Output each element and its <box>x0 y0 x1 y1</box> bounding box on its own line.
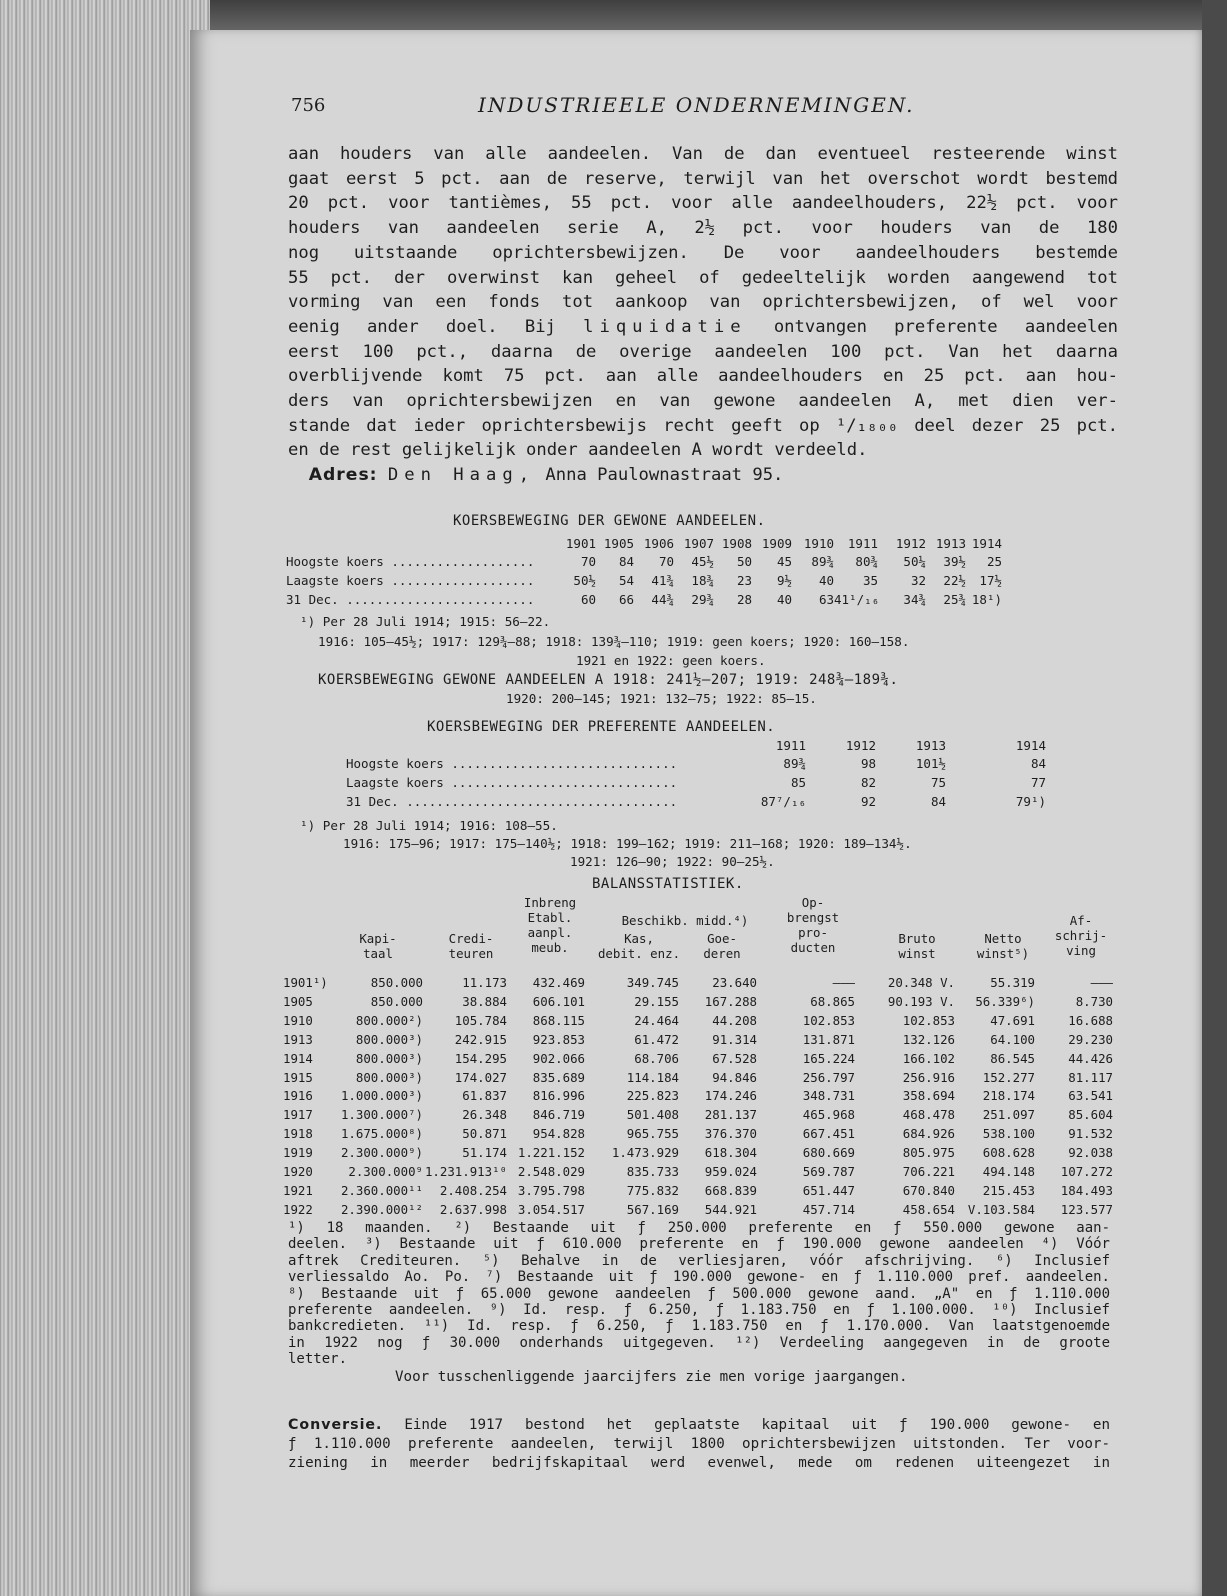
table-cell: 34¾ <box>903 592 926 607</box>
table-cell: 44¾ <box>651 592 674 607</box>
table-cell: 84 <box>930 794 946 809</box>
table-cell: 218.174 <box>982 1088 1035 1104</box>
table-cell: 123.577 <box>1060 1201 1113 1217</box>
table-cell: 89¾ <box>811 554 834 569</box>
table-cell: 1901¹) <box>283 975 328 990</box>
col-head-text: schrij- <box>1054 928 1108 943</box>
col-head-crediteuren <box>431 931 511 961</box>
year-header: 1905 <box>603 536 634 551</box>
table-cell: 1922 <box>283 1201 313 1217</box>
col-head-goederen <box>687 931 757 961</box>
text-line: nog uitstaande oprichtersbewijzen. De voor aandeelhouders bestemde <box>288 242 1118 263</box>
conversie-label: Conversie. <box>288 1417 383 1433</box>
table-cell: 835.689 <box>532 1069 585 1085</box>
text-line: vorming van een fonds tot aankoop van oprichtersbewijzen, of wel voor <box>288 292 1118 313</box>
table-cell: 107.272 <box>1060 1164 1113 1179</box>
col-head-text: Af- <box>1069 913 1093 928</box>
table-cell: 87⁷/₁₆ <box>760 794 806 809</box>
col-head-text: Inbreng <box>523 895 577 910</box>
table-cell: 82 <box>860 775 876 790</box>
table-cell: 775.832 <box>626 1182 679 1198</box>
table-cell: 40 <box>818 573 834 588</box>
table-cell: 45½ <box>691 554 714 569</box>
table-cell: 84 <box>618 554 634 569</box>
table-cell: 1916 <box>283 1088 313 1104</box>
text-line: gaat eerst 5 pct. aan de reserve, terwijl van het overschot wordt bestemd <box>288 168 1118 189</box>
table-cell: 458.654 <box>902 1201 955 1217</box>
table-cell: 105.784 <box>454 1012 507 1028</box>
table-cell: ——— <box>832 975 855 990</box>
footnotes <box>288 1220 1110 1368</box>
table-cell: V.103.584 <box>967 1201 1035 1217</box>
footnote-line: ¹) 18 maanden. ²) Bestaande uit ƒ 250.000 preferente en ƒ 550.000 gewone aan- <box>288 1220 1110 1236</box>
table-cell: 29¾ <box>691 592 714 607</box>
table-cell: 56.339⁶) <box>975 993 1035 1009</box>
table-cell: 965.755 <box>626 1126 679 1142</box>
table-cell: 22½ <box>943 573 966 588</box>
table-cell: 66 <box>618 592 634 607</box>
table-cell: 680.669 <box>802 1145 855 1161</box>
balans-title: BALANSSTATISTIEK. <box>592 876 744 892</box>
table-cell: 569.787 <box>802 1164 855 1179</box>
col-head-bruto <box>877 931 957 961</box>
row-label: Laagste koers .............................. <box>346 775 678 790</box>
table-cell: 376.370 <box>704 1126 757 1142</box>
conversie-text: Einde 1917 bestond het geplaatste kapitaal uit ƒ 190.000 gewone- en <box>404 1417 1110 1433</box>
table-cell: 61.837 <box>462 1088 507 1104</box>
year-header: 1911 <box>775 738 806 753</box>
footnote-line: bankcredieten. ¹¹) Id. resp. ƒ 6.250, ƒ 1.183.750 en ƒ 1.170.000. Van laatstgenoemde <box>288 1318 1110 1335</box>
table-cell: 432.469 <box>532 975 585 990</box>
table-cell: 45 <box>776 554 792 569</box>
liquidatie-keyword: liquidatie <box>583 316 747 337</box>
table-cell: 24.464 <box>634 1012 679 1028</box>
col-head-text: Etabl. <box>527 910 573 925</box>
table-cell: 25¾ <box>943 592 966 607</box>
text-line: aan houders van alle aandeelen. Van de dan eventueel resteerende winst <box>288 144 1118 164</box>
table-cell: 667.451 <box>802 1126 855 1142</box>
table-cell: 50 <box>736 554 752 569</box>
table-cell: 184.493 <box>1060 1182 1113 1198</box>
table-cell: 8.730 <box>1075 993 1113 1009</box>
table-cell: 23.640 <box>712 975 757 990</box>
col-head-text: winst <box>898 946 936 961</box>
table-cell: 835.733 <box>626 1164 679 1179</box>
running-title: INDUSTRIEELE ONDERNEMINGEN. <box>478 93 915 117</box>
table-cell: 2.300.000⁹ <box>348 1164 423 1179</box>
col-head-etabl <box>515 895 585 955</box>
table-cell: 20.348 V. <box>887 975 955 990</box>
koers-gewone-note: 1916: 105—45½; 1917: 129¾—88; 1918: 139¾—110; 1919: geen koers; 1920: 160—158. <box>318 634 910 649</box>
table-cell: 64.100 <box>990 1031 1035 1047</box>
table-cell: 86.545 <box>990 1050 1035 1066</box>
text-line: houders van aandeelen serie A, 2½ pct. voor houders van de 180 <box>288 218 1118 239</box>
table-cell: 2.300.000⁹) <box>340 1145 423 1161</box>
col-head-text: pro- <box>798 925 828 940</box>
table-cell: 32 <box>910 573 926 588</box>
table-row <box>283 975 1113 993</box>
table-cell: 1.473.929 <box>611 1145 679 1161</box>
table-cell: 544.921 <box>704 1201 757 1217</box>
col-head-kas <box>589 931 689 961</box>
table-cell: 215.453 <box>982 1182 1035 1198</box>
text-line: en de rest gelijkelijk onder aandeelen A wordt verdeeld. <box>288 440 868 461</box>
year-header: 1907 <box>683 536 714 551</box>
table-cell: 800.000²) <box>355 1012 423 1028</box>
table-cell: 102.853 <box>902 1012 955 1028</box>
table-cell: 28 <box>736 592 752 607</box>
table-cell: 85.604 <box>1068 1107 1113 1123</box>
col-head-text: ducten <box>790 940 836 955</box>
table-cell: 225.823 <box>626 1088 679 1104</box>
table-cell: 606.101 <box>532 993 585 1009</box>
table-cell: 70 <box>658 554 674 569</box>
table-cell: 816.996 <box>532 1088 585 1104</box>
table-cell: 850.000 <box>370 975 423 990</box>
year-header: 1913 <box>935 536 966 551</box>
table-cell: 18¾ <box>691 573 714 588</box>
table-cell: 349.745 <box>626 975 679 990</box>
table-cell: 1.300.000⁷) <box>340 1107 423 1123</box>
address-street: Anna Paulownastraat 95. <box>545 465 784 486</box>
year-header: 1909 <box>761 536 792 551</box>
table-cell: 29.155 <box>634 993 679 1009</box>
table-cell: 281.137 <box>704 1107 757 1123</box>
koers-pref-note: ¹) Per 28 Juli 1914; 1916: 108—55. <box>300 818 558 833</box>
col-head-text: brengst <box>786 910 840 925</box>
table-cell: 684.926 <box>902 1126 955 1142</box>
table-cell: 668.839 <box>704 1182 757 1198</box>
table-cell: 167.288 <box>704 993 757 1009</box>
col-head-text: aanpl. <box>527 925 573 940</box>
table-cell: 98 <box>860 756 876 771</box>
koers-pref-note: 1921: 126—90; 1922: 90—25½. <box>570 854 775 869</box>
year-header: 1912 <box>845 738 876 753</box>
koers-gewone-note: ¹) Per 28 Juli 1914; 1915: 56—22. <box>300 614 551 629</box>
table-cell: 51.174 <box>462 1145 507 1161</box>
table-cell: 44.208 <box>712 1012 757 1028</box>
table-cell: 902.066 <box>532 1050 585 1066</box>
table-cell: 91.314 <box>712 1031 757 1047</box>
table-row <box>283 1183 1113 1201</box>
table-cell: 1915 <box>283 1069 313 1085</box>
table-cell: 101½ <box>915 756 946 771</box>
tusschen-note: Voor tusschenliggende jaarcijfers zie men vorige jaargangen. <box>395 1369 908 1385</box>
footnote-line: in 1922 nog ƒ 30.000 onderhands uitgegeven. ¹²) Verdeeling aangegeven in de groote <box>288 1334 1110 1351</box>
table-cell: 1.231.913¹⁰ <box>424 1164 507 1179</box>
table-cell: 152.277 <box>982 1069 1035 1085</box>
table-cell: 61.472 <box>634 1031 679 1047</box>
table-cell: 44.426 <box>1068 1050 1113 1066</box>
table-cell: 54 <box>618 573 634 588</box>
table-cell: 63 <box>818 592 834 607</box>
table-cell: 618.304 <box>704 1145 757 1161</box>
footnote-line: verliessaldo Ao. Po. ⁷) Bestaande uit ƒ 190.000 gewone- en ƒ 1.110.000 pref. aandeelen. <box>288 1269 1110 1286</box>
table-cell: 2.548.029 <box>517 1164 585 1179</box>
col-head-netto <box>963 931 1043 961</box>
year-header: 1911 <box>847 536 878 551</box>
table-cell: 2.408.254 <box>439 1182 507 1198</box>
footnote-line: aftrek Crediteuren. ⁵) Behalve in de verliesjaren, vóór afschrijving. ⁶) Inclusief <box>288 1252 1110 1269</box>
koers-gewone-table <box>286 536 1116 616</box>
koers-pref-title: KOERSBEWEGING DER PREFERENTE AANDEELEN. <box>427 719 776 735</box>
year-header: 1901 <box>565 536 596 551</box>
col-head-text: Goe- <box>707 931 737 946</box>
table-cell: 91.532 <box>1068 1126 1113 1142</box>
col-head-opbrengst <box>773 895 853 955</box>
row-label: Hoogste koers ................... <box>286 554 535 569</box>
year-header: 1910 <box>803 536 834 551</box>
table-cell: 29.230 <box>1068 1031 1113 1047</box>
table-cell: 26.348 <box>462 1107 507 1123</box>
table-row <box>283 1107 1113 1125</box>
table-cell: 11.173 <box>462 975 507 990</box>
footnote-line: preferente aandeelen. ⁹) Id. resp. ƒ 6.250, ƒ 1.183.750 en ƒ 1.100.000. ¹⁰) Inclusief <box>288 1302 1110 1319</box>
table-cell: 251.097 <box>982 1107 1035 1123</box>
col-head-text: Credi- <box>448 931 494 946</box>
table-cell: 17½ <box>979 573 1002 588</box>
table-cell: 41¹/₁₆ <box>834 592 880 607</box>
col-head-text: winst⁵) <box>976 946 1030 961</box>
table-cell: 242.915 <box>454 1031 507 1047</box>
table-cell: 1918 <box>283 1126 313 1142</box>
text-line: 20 pct. voor tantièmes, 55 pct. voor alle aandeelhouders, 22½ pct. voor <box>288 193 1118 214</box>
address-label: Adres: <box>308 465 378 486</box>
table-row <box>283 1070 1113 1088</box>
table-row <box>283 1013 1113 1031</box>
table-cell: 68.865 <box>810 993 855 1009</box>
intro-paragraph <box>288 142 1118 488</box>
col-head-text: Netto <box>984 931 1022 946</box>
text-line: overblijvende komt 75 pct. aan alle aandeelhouders en 25 pct. aan hou- <box>288 366 1118 387</box>
table-cell: 131.871 <box>802 1031 855 1047</box>
table-cell: 60 <box>580 592 596 607</box>
koers-gewone-title: KOERSBEWEGING DER GEWONE AANDEELEN. <box>453 513 766 529</box>
table-cell: 800.000³) <box>355 1069 423 1085</box>
table-cell: 25 <box>986 554 1002 569</box>
table-cell: 3.054.517 <box>517 1201 585 1217</box>
table-cell: 154.295 <box>454 1050 507 1066</box>
table-cell: 75 <box>930 775 946 790</box>
text-line: ƒ 1.110.000 preferente aandeelen, terwijl 1800 oprichtersbewijzen uitstonden. Ter voor- <box>288 1436 1110 1452</box>
table-cell: 805.975 <box>902 1145 955 1161</box>
table-row <box>283 1202 1113 1220</box>
table-cell: 174.027 <box>454 1069 507 1085</box>
table-cell: 501.408 <box>626 1107 679 1123</box>
col-head-text: Op- <box>801 895 825 910</box>
table-cell: 1.221.152 <box>517 1145 585 1161</box>
col-head-text: deren <box>703 946 741 961</box>
table-cell: 94.846 <box>712 1069 757 1085</box>
table-cell: 114.184 <box>626 1069 679 1085</box>
table-cell: 80¾ <box>855 554 878 569</box>
table-row <box>283 1145 1113 1163</box>
table-cell: 40 <box>776 592 792 607</box>
row-label: 31 Dec. .................................... <box>346 794 678 809</box>
liquidatie-before: eenig ander doel. Bij <box>288 316 556 337</box>
table-cell: 38.884 <box>462 993 507 1009</box>
row-label: Hoogste koers .............................. <box>346 756 678 771</box>
table-cell: 959.024 <box>704 1164 757 1179</box>
col-head-beschikb: Beschikb. midd.⁴) <box>621 913 749 928</box>
table-cell: 166.102 <box>902 1050 955 1066</box>
table-cell: 651.447 <box>802 1182 855 1198</box>
year-header: 1912 <box>895 536 926 551</box>
row-label: Laagste koers ................... <box>286 573 535 588</box>
koers-pref-table <box>286 738 1116 818</box>
table-cell: 706.221 <box>902 1164 955 1179</box>
table-cell: 9½ <box>776 573 792 588</box>
scan-right-edge <box>1202 0 1227 1596</box>
col-head-kapitaal <box>343 931 413 961</box>
table-cell: 608.628 <box>982 1145 1035 1161</box>
liquidatie-after: ontvangen preferente aandeelen <box>773 316 1118 337</box>
table-cell: 846.719 <box>532 1107 585 1123</box>
col-head-text: Kas, <box>624 931 654 946</box>
table-cell: 68.706 <box>634 1050 679 1066</box>
footnote-line: deelen. ³) Bestaande uit ƒ 610.000 preferente en ƒ 190.000 gewone aandeelen ⁴) Vóór <box>288 1236 1110 1253</box>
table-cell: 23 <box>736 573 752 588</box>
table-cell: 47.691 <box>990 1012 1035 1028</box>
table-cell: 18¹) <box>971 592 1002 607</box>
year-header: 1908 <box>721 536 752 551</box>
table-row <box>283 994 1113 1012</box>
table-cell: 85 <box>790 775 806 790</box>
table-cell: 132.126 <box>902 1031 955 1047</box>
table-cell: 84 <box>1030 756 1046 771</box>
table-cell: 1.675.000⁸) <box>340 1126 423 1142</box>
table-cell: 89¾ <box>783 756 806 771</box>
table-cell: 81.117 <box>1068 1069 1113 1085</box>
table-cell: 2.637.998 <box>439 1201 507 1217</box>
table-cell: 1920 <box>283 1164 313 1179</box>
table-cell: 90.193 V. <box>887 993 955 1009</box>
table-row <box>283 1088 1113 1106</box>
table-cell: 39½ <box>943 554 966 569</box>
table-cell: 494.148 <box>982 1164 1035 1179</box>
table-cell: 55.319 <box>990 975 1035 990</box>
text-line: ders van oprichtersbewijzen en van gewone aandeelen A, met dien ver- <box>288 391 1118 412</box>
koers-gewone-a-note: 1920: 200—145; 1921: 132—75; 1922: 85—15. <box>506 691 817 706</box>
table-cell: 102.853 <box>802 1012 855 1028</box>
table-cell: 1919 <box>283 1145 313 1161</box>
table-cell: 1917 <box>283 1107 313 1123</box>
koers-gewone-a-title: KOERSBEWEGING GEWONE AANDEELEN A 1918: 241½—207; 1919: 248¾—189¾. <box>318 672 899 688</box>
footnote-line: ⁸) Bestaande uit ƒ 65.000 gewone aandeelen ƒ 500.000 gewone aand. „A" en ƒ 1.110.000 <box>288 1285 1110 1302</box>
table-cell: 1910 <box>283 1012 313 1028</box>
conversie-paragraph <box>288 1416 1110 1473</box>
table-cell: 2.390.000¹² <box>340 1201 423 1217</box>
table-cell: 1921 <box>283 1182 313 1198</box>
text-line <box>288 1416 1110 1435</box>
table-cell: 800.000³) <box>355 1031 423 1047</box>
table-cell: 63.541 <box>1068 1088 1113 1104</box>
table-cell: ——— <box>1090 975 1113 990</box>
text-line: 55 pct. der overwinst kan geheel of gedeeltelijk worden aangewend tot <box>288 267 1118 288</box>
table-cell: 923.853 <box>532 1031 585 1047</box>
col-head-text: teuren <box>448 946 494 961</box>
table-cell: 256.797 <box>802 1069 855 1085</box>
table-cell: 50½ <box>573 573 596 588</box>
table-cell: 77 <box>1030 775 1046 790</box>
table-cell: 92.038 <box>1068 1145 1113 1161</box>
table-cell: 3.795.798 <box>517 1182 585 1198</box>
table-cell: 954.828 <box>532 1126 585 1142</box>
table-cell: 567.169 <box>626 1201 679 1217</box>
col-head-text: Bruto <box>898 931 936 946</box>
text-line: eerst 100 pct., daarna de overige aandeelen 100 pct. Van het daarna <box>288 341 1118 362</box>
text-line: ziening in meerder bedrijfskapitaal werd evenwel, mede om redenen uiteengezet in <box>288 1455 1110 1471</box>
table-cell: 670.840 <box>902 1182 955 1198</box>
table-cell: 457.714 <box>802 1201 855 1217</box>
table-cell: 358.694 <box>902 1088 955 1104</box>
col-head-text: ving <box>1066 943 1096 958</box>
table-cell: 174.246 <box>704 1088 757 1104</box>
koers-gewone-note: 1921 en 1922: geen koers. <box>576 653 766 668</box>
page-number: 756 <box>291 95 326 116</box>
table-cell: 92 <box>860 794 876 809</box>
text-line <box>288 315 1118 340</box>
table-row <box>283 1032 1113 1050</box>
table-cell: 79¹) <box>1015 794 1046 809</box>
col-head-text: debit. enz. <box>597 946 681 961</box>
table-cell: 67.528 <box>712 1050 757 1066</box>
table-cell: 1905 <box>283 993 313 1009</box>
col-head-text: taal <box>363 946 393 961</box>
table-cell: 41¾ <box>651 573 674 588</box>
table-cell: 70 <box>580 554 596 569</box>
book-page-edges <box>0 0 210 1596</box>
col-head-text: Kapi- <box>359 931 397 946</box>
table-cell: 850.000 <box>370 993 423 1009</box>
table-cell: 1914 <box>283 1050 313 1066</box>
table-cell: 1913 <box>283 1031 313 1047</box>
table-cell: 50¼ <box>903 554 926 569</box>
table-cell: 165.224 <box>802 1050 855 1066</box>
table-cell: 868.115 <box>532 1012 585 1028</box>
table-cell: 465.968 <box>802 1107 855 1123</box>
table-cell: 538.100 <box>982 1126 1035 1142</box>
address-line <box>288 463 1118 488</box>
table-cell: 1.000.000³) <box>340 1088 423 1104</box>
table-row <box>283 1051 1113 1069</box>
table-cell: 256.916 <box>902 1069 955 1085</box>
text-line: stande dat ieder oprichtersbewijs recht geeft op ¹/₁₈₀₀ deel dezer 25 pct. <box>288 415 1118 436</box>
table-cell: 2.360.000¹¹ <box>340 1182 423 1198</box>
year-header: 1914 <box>1015 738 1046 753</box>
footnote-line: letter. <box>288 1351 348 1368</box>
table-cell: 800.000³) <box>355 1050 423 1066</box>
table-cell: 50.871 <box>462 1126 507 1142</box>
table-cell: 348.731 <box>802 1088 855 1104</box>
table-row <box>283 1164 1113 1182</box>
row-label: 31 Dec. ......................... <box>286 592 535 607</box>
year-header: 1914 <box>971 536 1002 551</box>
table-row <box>283 1126 1113 1144</box>
col-head-afschrijving <box>1049 913 1113 958</box>
koers-pref-note: 1916: 175—96; 1917: 175—140½; 1918: 199—162; 1919: 211—168; 1920: 189—134½. <box>343 836 912 851</box>
table-cell: 35 <box>862 573 878 588</box>
col-head-text: meub. <box>531 940 569 955</box>
year-header: 1906 <box>643 536 674 551</box>
year-header: 1913 <box>915 738 946 753</box>
address-city: Den Haag, <box>387 465 536 486</box>
table-cell: 468.478 <box>902 1107 955 1123</box>
table-cell: 16.688 <box>1068 1012 1113 1028</box>
